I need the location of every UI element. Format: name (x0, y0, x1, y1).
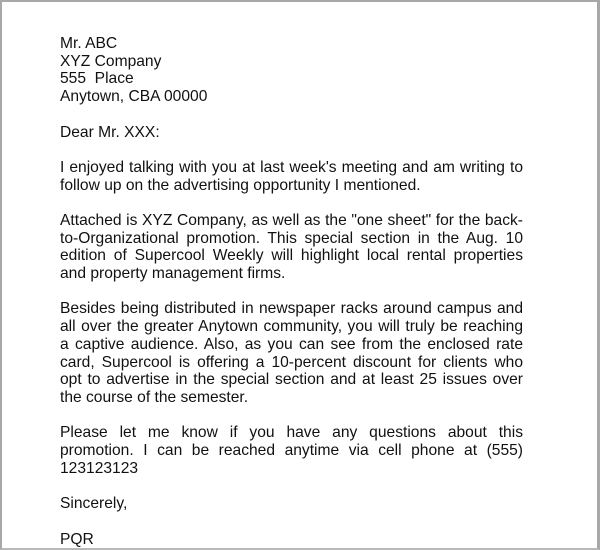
recipient-street: 555 Place (60, 70, 134, 88)
recipient-address-block (60, 35, 523, 106)
body-paragraph-3: Besides being distributed in newspaper racks around campus and all over the greater Anytown community, you will truly be reaching a captive audience. Also, as you can see from the enclosed rate card, Supercool is offering a 10-percent discount for clients who opt to advertise in the special section and at least 25 issues over the course of the semester. (60, 300, 523, 406)
closing: Sincerely, (60, 495, 128, 513)
recipient-city-line: Anytown, CBA 00000 (60, 88, 208, 106)
salutation: Dear Mr. XXX: (60, 123, 160, 141)
body-paragraph-2: Attached is XYZ Company, as well as the "one sheet" for the back-to-Organizational promotion. This special section in the Aug. 10 edition of Supercool Weekly will highlight local rental properties and property management firms. (60, 211, 523, 283)
body-paragraph-1: I enjoyed talking with you at last week's meeting and am writing to follow up on the advertising opportunity I mentioned. (60, 158, 523, 194)
recipient-company: XYZ Company (60, 52, 162, 70)
business-letter (60, 35, 523, 548)
recipient-name: Mr. ABC (60, 35, 118, 52)
signature: PQR (60, 530, 94, 548)
body-paragraph-4: Please let me know if you have any questions about this promotion. I can be reached anytime via cell phone at (555) 123123123 (60, 424, 523, 477)
